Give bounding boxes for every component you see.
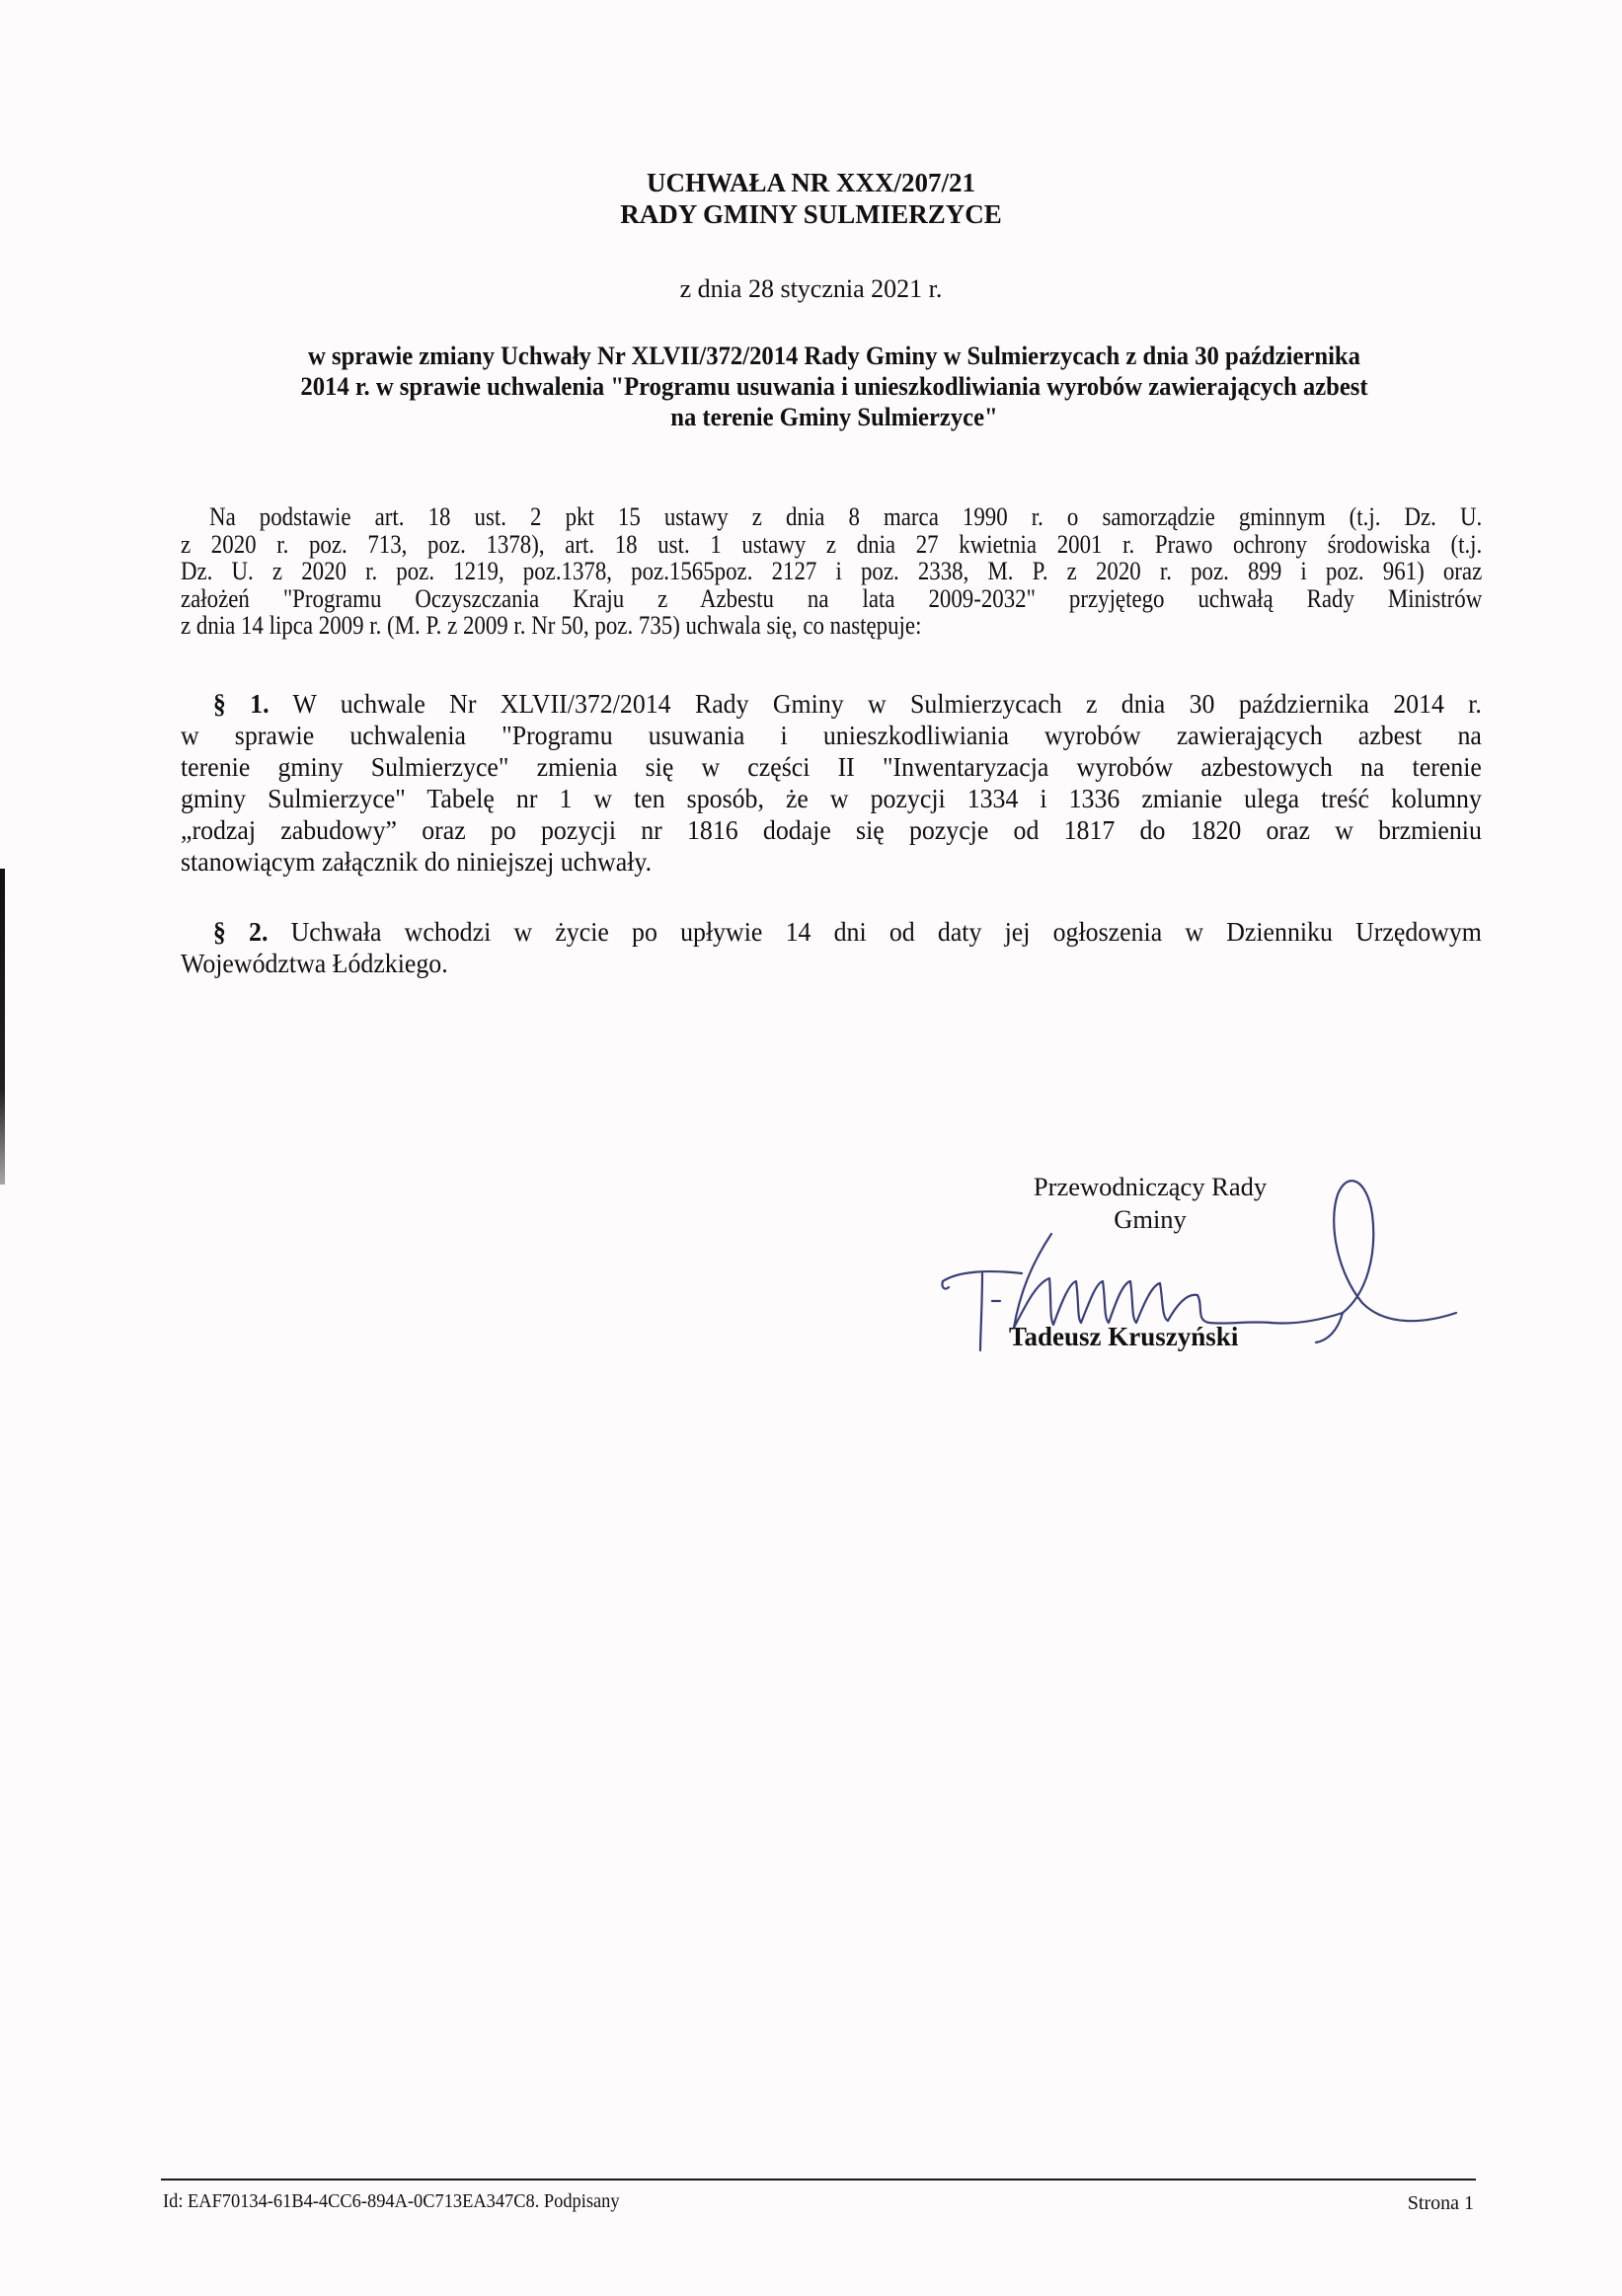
paragraph-line: terenie gminy Sulmierzyce" zmienia się w części II "Inwentaryzacja wyrobów azbestowych na terenie: [181, 751, 1482, 782]
subject-line: 2014 r. w sprawie uchwalenia "Programu usuwania i unieszkodliwiania wyrobów zawierających azbest: [300, 371, 1368, 401]
section-1: [181, 688, 1482, 878]
scan-edge-mark: [0, 869, 5, 1185]
paragraph-line: w sprawie uchwalenia "Programu usuwania i unieszkodliwiania wyrobów zawierających azbest na: [181, 720, 1482, 750]
paragraph-line: Na podstawie art. 18 ust. 2 pkt 15 ustawy z dnia 8 marca 1990 r. o samorządzie gminnym (t.j. Dz. U.: [209, 502, 1483, 531]
signatory-name: Tadeusz Kruszyński: [1009, 1322, 1239, 1351]
signature-stroke: [942, 1281, 949, 1289]
paragraph-line: Dz. U. z 2020 r. poz. 1219, poz.1378, poz.1565poz. 2127 i poz. 2338, M. P. z 2020 r. poz. 899 i poz. 961) oraz: [181, 557, 1483, 585]
section-text: W uchwale Nr XLVII/372/2014 Rady Gminy w Sulmierzycach z dnia 30 października 2014 r.: [292, 688, 1482, 719]
council-name: RADY GMINY SULMIERZYCE: [620, 199, 1002, 229]
paragraph-line: „rodzaj zabudowy” oraz po pozycji nr 1816 dodaje się pozycje od 1817 do 1820 oraz w brzmieniu: [181, 814, 1482, 845]
resolution-number: UCHWAŁA NR XXX/207/21: [646, 168, 976, 197]
signature-stroke: [1271, 1181, 1456, 1323]
document-id: Id: EAF70134-61B4-4CC6-894A-0C713EA347C8. Podpisany: [163, 2190, 620, 2212]
resolution-subject: [233, 341, 1435, 432]
signature-stroke: [1014, 1278, 1271, 1328]
signature-stroke: [980, 1273, 982, 1350]
section-text: Uchwała wchodzi w życie po upływie 14 dni od daty jej ogłoszenia w Dzienniku Urzędowym: [290, 916, 1482, 947]
paragraph-line: [181, 916, 1482, 948]
section-2: [181, 916, 1482, 979]
legal-basis-paragraph: [181, 503, 1482, 640]
paragraph-line: stanowiącym załącznik do niniejszej uchwały.: [181, 846, 653, 877]
paragraph-line: z 2020 r. poz. 713, poz. 1378), art. 18 ust. 1 ustawy z dnia 27 kwietnia 2001 r. Prawo ochrony środowiska (t.j.: [181, 529, 1483, 559]
paragraph-line: gminy Sulmierzyce" Tabelę nr 1 w ten sposób, że w pozycji 1334 i 1336 zmianie ulega treść kolumny: [181, 783, 1482, 813]
paragraph-line: [181, 688, 1482, 720]
paragraph-line: założeń "Programu Oczyszczania Kraju z Azbestu na lata 2009-2032" przyjętego uchwałą Rady Ministrów: [181, 583, 1483, 613]
subject-line: w sprawie zmiany Uchwały Nr XLVII/372/2014 Rady Gminy w Sulmierzycach z dnia 30 października: [308, 341, 1360, 370]
resolution-date: z dnia 28 stycznia 2021 r.: [679, 274, 943, 303]
footer-divider: [161, 2179, 1476, 2181]
paragraph-line: z dnia 14 lipca 2009 r. (M. P. z 2009 r. Nr 50, poz. 735) uchwala się, co następuje:: [181, 611, 922, 640]
signatory-title: Gminy: [1114, 1204, 1187, 1234]
section-mark: § 2.: [212, 916, 269, 947]
subject-line: na terenie Gminy Sulmierzyce": [670, 402, 998, 431]
paragraph-line: Województwa Łódzkiego.: [181, 948, 448, 978]
page-number: Strona 1: [1407, 2192, 1474, 2214]
section-mark: § 1.: [212, 688, 270, 719]
signatory-title: Przewodniczący Rady: [1033, 1172, 1268, 1201]
